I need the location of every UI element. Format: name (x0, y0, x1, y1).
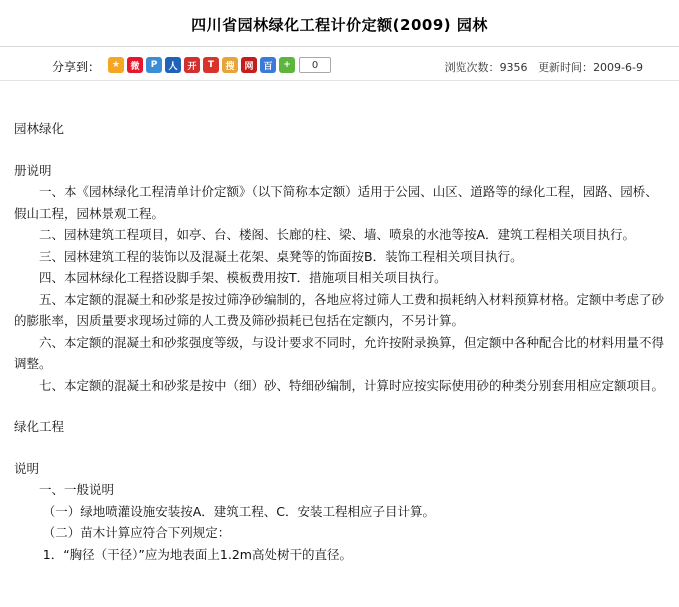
title-bar (0, 0, 679, 47)
page-title: 四川省园林绿化工程计价定额(2009) 园林 (191, 16, 488, 34)
list-item: （二）苗木计算应符合下列规定： (42, 525, 231, 540)
list-item: 1．“胸径（干径）”应为地表面上1.2m高处树干的直径。 (42, 546, 352, 562)
meta-row (0, 50, 679, 81)
section-title: 园林绿化 (14, 121, 65, 136)
stats (445, 59, 643, 75)
paragraph: 四、本园林绿化工程搭设脚手架、模板费用按T．措施项目相关项目执行。 (39, 270, 447, 285)
views-label: 浏览次数： (444, 61, 500, 74)
list-item: （一）绿地喷灌设施安装按A．建筑工程、C．安装工程相应子目计算。 (42, 503, 436, 519)
paragraph: 五、本定额的混凝土和砂浆是按过筛净砂编制的，各地应将过筛人工费和损耗纳入材料预算材格。定额中考虑了砂的膨胀率，因质量要求现场过筛的人工费及筛砂损耗已包括在定额内，不另计算。 (14, 291, 665, 328)
share-icons (108, 57, 331, 73)
views-count: 9356 (499, 61, 528, 74)
paragraph: 七、本定额的混凝土和砂浆是按中（细）砂、特细砂编制，计算时应按实际使用砂的种类分别套用相应定额项目。 (39, 377, 665, 393)
more-icon[interactable]: + (279, 57, 295, 73)
sohu-icon[interactable]: 搜 (222, 57, 238, 73)
paragraph: 三、园林建筑工程的装饰以及混凝土花架、桌凳等的饰面按B．装饰工程相关项目执行。 (39, 248, 523, 264)
subsection-title: 说明 (14, 460, 40, 476)
subsection-title: 册说明 (14, 162, 52, 178)
updated-label: 更新时间： (538, 61, 594, 74)
qzone-icon[interactable]: ★ (108, 57, 124, 73)
article-body (14, 118, 664, 565)
share-count: 0 (299, 57, 331, 73)
share-label: 分享到： (52, 60, 101, 74)
updated-date: 2009-6-9 (593, 61, 643, 74)
netease-icon[interactable]: 网 (241, 57, 257, 73)
section-title: 绿化工程 (14, 419, 65, 434)
weibo-icon[interactable]: 微 (127, 57, 143, 73)
paragraph: 六、本定额的混凝土和砂浆强度等级，与设计要求不同时，允许按附录换算，但定额中各种配合比的材料用量不得调整。 (14, 334, 665, 371)
tianya-icon[interactable]: T (203, 57, 219, 73)
paragraph: 二、园林建筑工程项目，如亭、台、楼阁、长廊的柱、梁、墙、喷泉的水池等按A．建筑工程相关项目执行。 (39, 227, 636, 242)
pengyou-icon[interactable]: P (146, 57, 162, 73)
baidu-icon[interactable]: 百 (260, 57, 276, 73)
paragraph: 一、本《园林绿化工程清单计价定额》（以下简称本定额）适用于公园、山区、道路等的绿化工程，园路、园桥、假山工程，园林景观工程。 (14, 184, 658, 221)
renren-icon[interactable]: 人 (165, 57, 181, 73)
list-item: 一、一般说明 (39, 482, 115, 497)
kaixin-icon[interactable]: 开 (184, 57, 200, 73)
